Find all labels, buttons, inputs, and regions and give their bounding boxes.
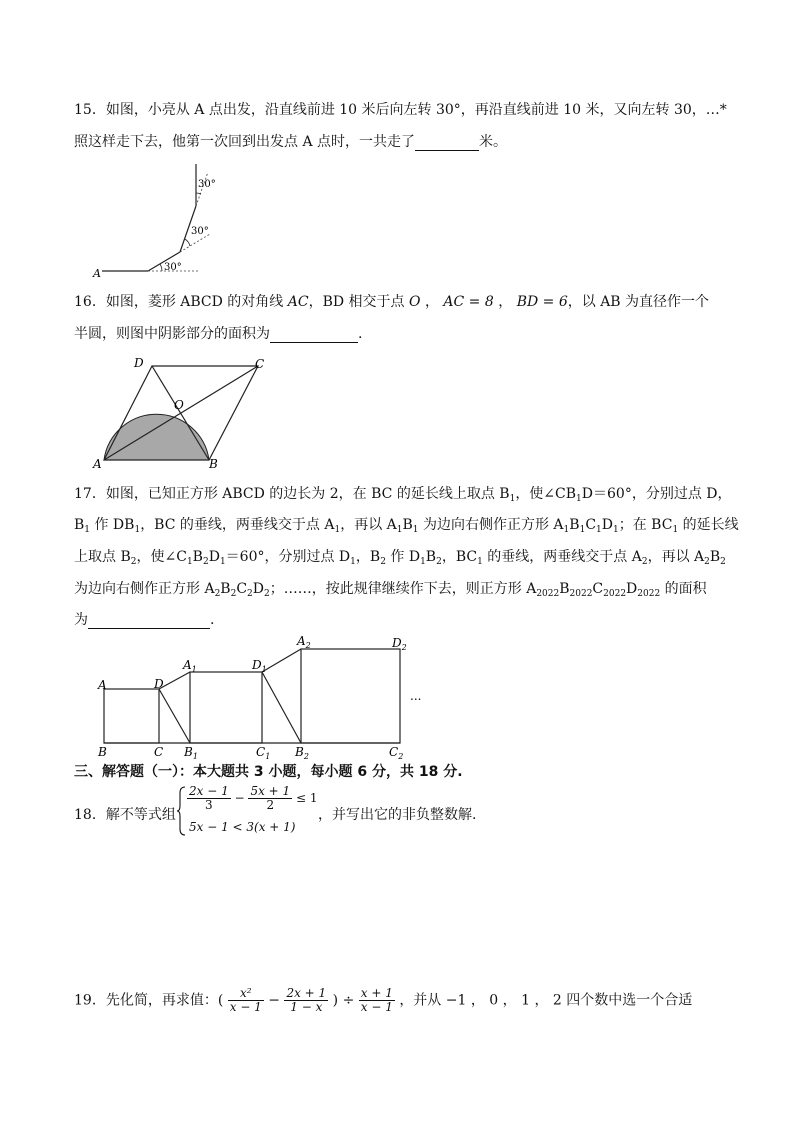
q18-minus: − (234, 791, 245, 805)
q15-angle3: 30° (198, 179, 216, 190)
q17-figure (92, 632, 432, 760)
q17-sub: 1 (509, 494, 516, 504)
q17-sub: 1 (576, 494, 582, 504)
q17-sub: 2 (130, 557, 137, 567)
q18-frac2 (248, 785, 292, 812)
q16-line2 (74, 325, 362, 343)
q15-line2 (74, 133, 507, 151)
q17-t5b: . (210, 612, 215, 628)
q17-t2b: 作 DB (90, 517, 135, 533)
q17-sub: 1 (613, 525, 619, 535)
q19-line (74, 987, 692, 1014)
q17-t4f: B (559, 581, 570, 597)
q18-le: ≤ 1 (296, 791, 318, 805)
q17-t1a: 17．如图，已知正方形 ABCD 的边长为 2，在 BC 的延长线上取点 B (74, 486, 510, 502)
q15-angle1: 30° (164, 262, 182, 273)
q17-t3k: ，再以 A (647, 549, 705, 565)
q17-t4g: C (592, 581, 604, 597)
q17-t3f: ，B (355, 549, 381, 565)
q17-label-D1: $D_1$ (252, 658, 267, 674)
q17-sub: 1 (672, 525, 679, 535)
q17-sub: 2 (214, 589, 221, 599)
q16-text2b: . (358, 326, 363, 342)
q18-brace (176, 785, 186, 837)
q19-num2: 2x + 1 (286, 986, 327, 1000)
q16-text1b: ，BD 相交于点 (308, 294, 410, 310)
q17-t3d: D (208, 549, 220, 565)
q17-t2c: ，BC 的垂线，两垂线交于点 A (140, 517, 335, 533)
q16-var-o: O (409, 294, 421, 310)
q17-t4h: D (626, 581, 638, 597)
q18-ineq2: 5x − 1 < 3(x + 1) (189, 820, 296, 834)
q16-text1c: ， (424, 294, 439, 310)
q17-sub: 1 (134, 525, 141, 535)
q18-den1: 3 (205, 798, 213, 812)
q17-label-C: C (154, 745, 164, 759)
q17-sub: 1 (563, 525, 570, 535)
q17-sub: 1 (420, 557, 426, 567)
q17-line2 (74, 516, 739, 539)
q17-sub: 2022 (637, 589, 661, 599)
q15-text2b: 米。 (479, 134, 508, 150)
q16-var-ac: AC (287, 294, 309, 310)
q17-sub: 2 (202, 557, 209, 567)
q15-angle2: 30° (191, 226, 209, 237)
q18-frac1 (187, 785, 231, 812)
q17-t2f: 为边向右侧作正方形 A (418, 517, 564, 533)
q19-frac2 (284, 987, 328, 1014)
q19-den2: 1 − x (290, 1000, 323, 1014)
q17-t4e: ；……，按此规律继续作下去，则正方形 A (269, 581, 537, 597)
q17-t5a: 为 (74, 612, 88, 628)
q18-num1: 2x − 1 (189, 784, 229, 798)
q17-label-B1: $B_1$ (184, 745, 198, 760)
q17-sub: 1 (412, 525, 419, 535)
q17-label-A: A (98, 678, 107, 692)
q17-sub: 1 (579, 525, 586, 535)
q17-sub: 2022 (569, 589, 593, 599)
q17-t4d: D (252, 581, 265, 597)
q18-prefix: 18．解不等式组 (74, 807, 176, 823)
q19-suffix-b: 四个数中选一个合适 (561, 992, 693, 1009)
q17-t4a: 为边向右侧作正方形 A (74, 581, 215, 597)
q17-t2h: C (585, 517, 597, 533)
q17-sub: 1 (186, 557, 193, 567)
q15-answer-blank[interactable] (415, 136, 479, 151)
q15-label-A: A (93, 267, 101, 280)
q17-answer-blank[interactable] (88, 614, 210, 629)
q15-text2a: 照这样走下去，他第一次回到出发点 A 点时，一共走了 (74, 134, 416, 150)
q17-t1b: ，使∠CB (515, 486, 577, 502)
q16-answer-blank[interactable] (270, 328, 358, 343)
section-3-heading: 三、解答题（一）：本大题共 3 小题，每小题 6 分，共 18 分. (74, 764, 463, 780)
q18-num2: 5x + 1 (250, 784, 291, 798)
q17-label-A1: $A_1$ (183, 658, 197, 674)
q19-num1: x² (228, 987, 264, 1001)
q17-t4c: C (236, 581, 248, 597)
q17-sub: 1 (334, 525, 341, 535)
q17-t3h: B (425, 549, 437, 565)
q17-sub: 1 (84, 525, 91, 535)
q19-minus: − (268, 992, 281, 1009)
q16-eq-bd: BD = 6 (516, 294, 568, 310)
q17-t2d: ，再以 A (340, 517, 397, 533)
q17-t2j: ；在 BC (618, 517, 673, 533)
q16-eq-ac: AC = 8 (443, 294, 494, 310)
q17-label-A2: $A_2$ (297, 634, 311, 650)
q17-t3j: 的垂线，两垂线交于点 A (482, 549, 642, 565)
q17-sub: 2 (720, 557, 726, 567)
q17-sub: 2022 (536, 589, 560, 599)
q19-frac3 (359, 987, 395, 1014)
q16-label-A: A (93, 457, 102, 471)
q17-ellipsis: ... (410, 689, 422, 703)
q18-suffix: ，并写出它的非负整数解. (318, 807, 477, 823)
q16-label-O: O (174, 398, 184, 412)
q17-sub: 2 (436, 557, 442, 567)
q17-sub: 2 (264, 589, 270, 599)
q17-t3i: ，BC (441, 549, 478, 565)
q17-label-C1: $C_1$ (256, 745, 271, 760)
q18-ineq1 (187, 785, 318, 812)
q17-sub: 2 (641, 557, 648, 567)
q17-label-D: D (154, 677, 164, 691)
q17-sub: 1 (596, 525, 602, 535)
q17-t1c: D＝60°，分别过点 D， (581, 486, 732, 502)
q17-t4b: B (220, 581, 231, 597)
q17-sub: 2 (380, 557, 386, 567)
q19-den3: x − 1 (360, 1000, 393, 1014)
q19-prefix: 19．先化简，再求值：( (74, 992, 224, 1009)
q19-suffix-a: ，并从 (399, 992, 446, 1009)
q16-text2a: 半圆，则图中阴影部分的面积为 (74, 326, 270, 342)
q17-line4 (74, 580, 707, 603)
q16-label-B: B (209, 457, 218, 471)
q17-line1 (74, 485, 732, 508)
q17-label-D2: $D_2$ (392, 636, 407, 652)
q17-sub: 1 (350, 557, 356, 567)
q17-t3a: 上取点 B (74, 549, 131, 565)
q17-t3g: 作 D (385, 549, 421, 565)
q17-t2a: B (74, 517, 85, 533)
q19-num3: x + 1 (360, 986, 393, 1000)
q19-frac1 (228, 987, 264, 1014)
q17-sub: 2 (704, 557, 710, 567)
q17-sub: 2 (247, 589, 253, 599)
q15-text1: 15．如图，小亮从 A 点出发，沿直线前进 10 米后向左转 30°，再沿直线前进 10 米，又向左转 30，…* (74, 102, 727, 118)
q16-text1a: 16．如图，菱形 ABCD 的对角线 (74, 294, 288, 310)
q17-line5 (74, 611, 214, 629)
q17-sub: 2 (230, 589, 237, 599)
q16-label-C: C (255, 357, 265, 371)
q17-t2g: B (569, 517, 580, 533)
q17-t3b: ，使∠C (136, 549, 187, 565)
q17-label-B2: $B_2$ (295, 745, 309, 760)
q17-sub: 1 (477, 557, 483, 567)
q18-den2: 2 (266, 798, 275, 812)
q17-line3 (74, 548, 726, 571)
q17-t3e: ＝60°，分别过点 D (225, 549, 351, 565)
q16-text1e: ，以 AB 为直径作一个 (567, 294, 710, 310)
q17-sub: 1 (396, 525, 403, 535)
q19-values: −1 ， 0 ， 1 ， 2 (445, 992, 562, 1009)
q17-t4i: 的面积 (660, 581, 707, 597)
q16-text1d: ， (498, 294, 513, 310)
q16-figure (88, 352, 278, 472)
q17-sub: 1 (219, 557, 226, 567)
q16-label-D: D (134, 356, 144, 370)
q17-t3c: B (192, 549, 203, 565)
q17-t2k: 的延长线 (678, 517, 739, 533)
q17-label-B: B (98, 745, 107, 759)
q18-inequality-system (176, 785, 316, 837)
q16-line1 (74, 293, 709, 311)
q17-sub: 2022 (603, 589, 627, 599)
q17-t3l: B (709, 549, 721, 565)
q19-close-div: ) ÷ (332, 992, 355, 1009)
q15-figure (88, 160, 258, 280)
q19-den1: x − 1 (229, 1000, 262, 1014)
q17-t2i: D (601, 517, 613, 533)
q17-label-C2: $C_2$ (389, 745, 404, 760)
q15-line1 (74, 101, 727, 119)
q17-t2e: B (402, 517, 413, 533)
